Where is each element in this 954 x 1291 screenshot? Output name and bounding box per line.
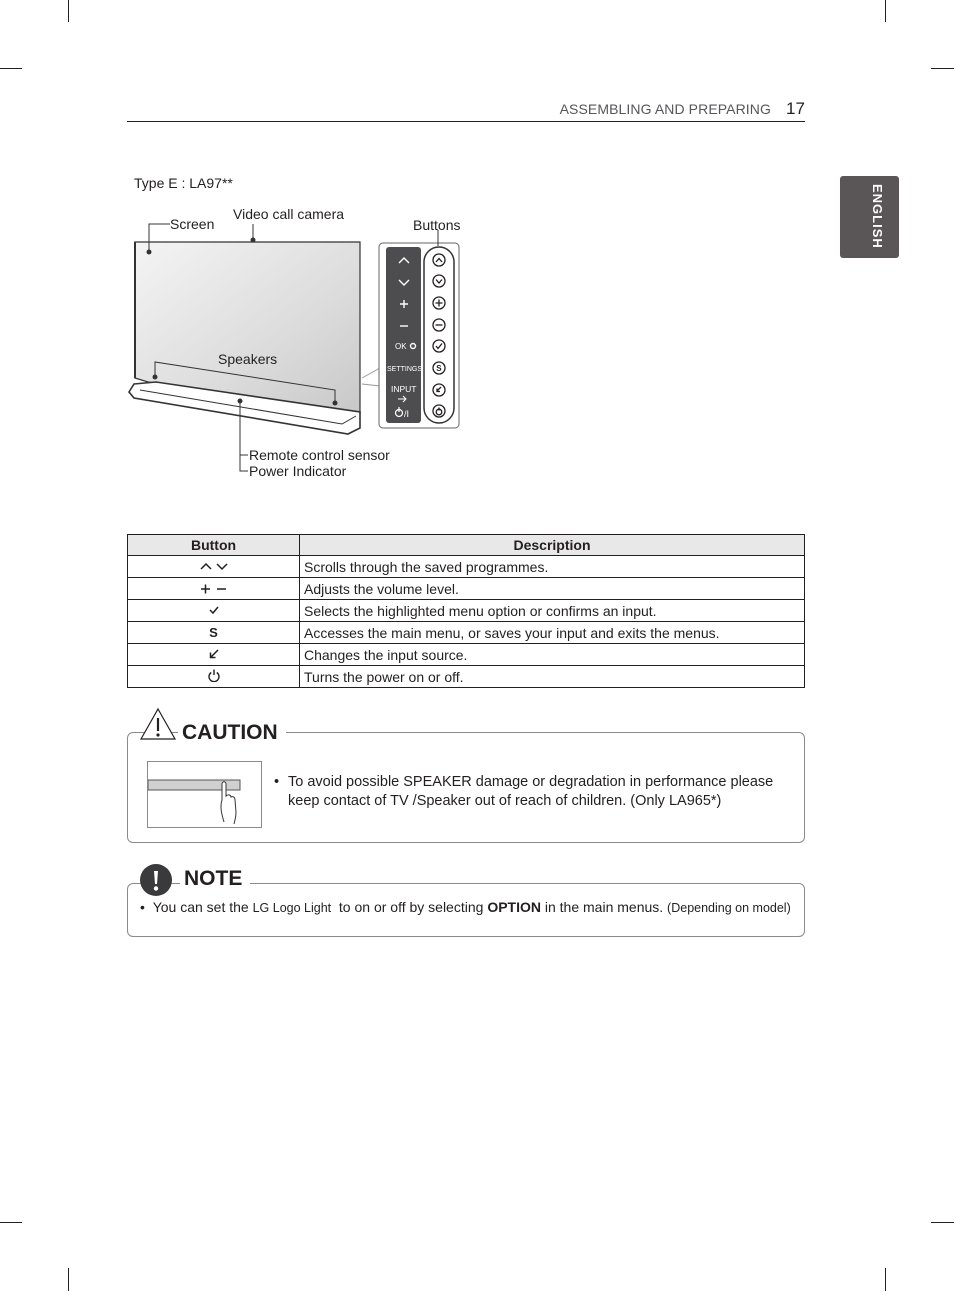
crop-mark [0,68,22,69]
buttons-label: Buttons [413,217,461,233]
table-row [128,556,805,578]
language-tab [840,176,899,258]
bullet-dot: • [274,774,280,790]
exclamation-icon [139,863,173,897]
button-cell [128,666,300,688]
table-header-description: Description [300,535,805,556]
button-cell [128,644,300,666]
warning-icon [139,707,177,741]
table-header-button: Button [128,535,300,556]
description-cell: Scrolls through the saved programmes. [300,556,805,578]
page-number: 17 [786,99,805,118]
description-cell: Adjusts the volume level. [300,578,805,600]
crop-mark [885,1268,886,1291]
table-row [128,600,805,622]
table-row [128,666,805,688]
button-cell [128,578,300,600]
screen-label: Screen [170,216,215,232]
model-type-label: Type E : LA97** [134,175,233,191]
panel-input-label: INPUT [391,384,417,394]
caution-title: CAUTION [178,721,286,745]
remote-sensor-label: Remote control sensor [249,447,390,463]
section-title: ASSEMBLING AND PREPARING [559,101,771,117]
crop-mark [931,68,954,69]
table-row [128,644,805,666]
button-cell: S [128,622,300,644]
note-text-part: to on or off by selecting [331,899,488,915]
button-cell [128,556,300,578]
note-text-part: in the main menus. [540,899,668,915]
camera-label: Video call camera [233,206,345,222]
note-option-term: OPTION [487,899,541,915]
language-tab-label: ENGLISH [870,184,885,249]
button-table [127,534,805,688]
tv-diagram [120,200,480,490]
note-title: NOTE [180,867,250,891]
panel-settings-label: SETTINGS [387,366,423,373]
check-icon [207,604,221,616]
note-depending-on-model: (Depending on model) [667,901,791,915]
note-logo-light-term: LG Logo Light [252,901,332,915]
crop-mark [68,1268,69,1291]
crop-mark [931,1222,954,1223]
description-cell: Turns the power on or off. [300,666,805,688]
description-cell: Changes the input source. [300,644,805,666]
power-icon [207,668,221,682]
crop-mark [68,0,69,22]
crop-mark [0,1222,22,1223]
description-cell: Selects the highlighted menu option or confirms an input. [300,600,805,622]
table-header-row [128,535,805,556]
speakers-label: Speakers [218,351,278,367]
crop-mark [885,0,886,22]
button-cell [128,600,300,622]
input-arrow-icon [207,648,221,660]
note-text [140,899,791,915]
table-row [128,622,805,644]
bullet-dot: • [140,899,153,915]
plus-minus-icon [197,582,231,594]
svg-text:S: S [436,364,442,373]
caution-text: To avoid possible SPEAKER damage or degradation in performance please keep contact of TV /Speaker out of reach of children. (Only LA965*) [288,774,774,809]
description-cell: Accesses the main menu, or saves your input and exits the menus. [300,622,805,644]
caution-illustration [147,761,262,828]
header-divider [127,121,805,122]
up-down-arrows-icon [197,560,231,572]
power-indicator-label: Power Indicator [249,463,347,479]
table-row [128,578,805,600]
note-text-part: You can set the [152,899,253,915]
panel-power-label: /I [404,409,410,419]
panel-ok-label: OK [395,342,407,351]
